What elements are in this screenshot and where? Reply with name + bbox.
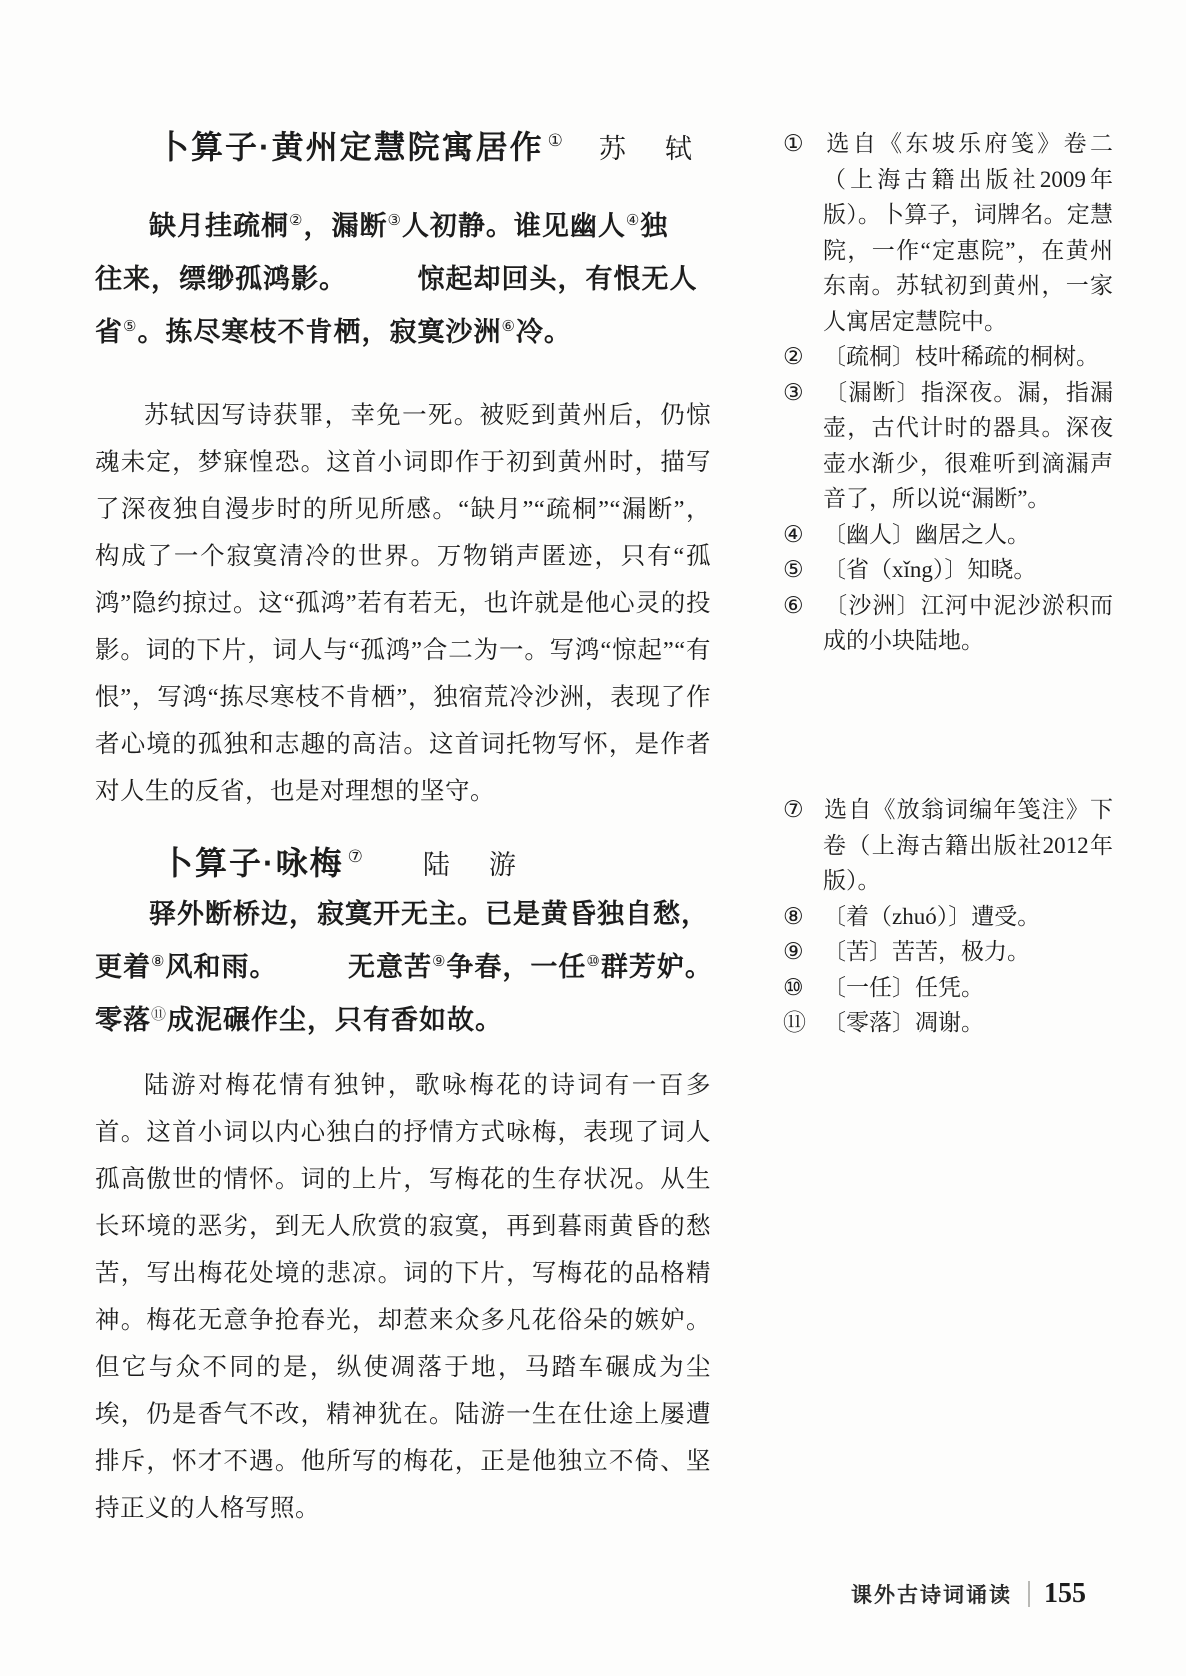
footer-section-title: 课外古诗词诵读 — [851, 1584, 1012, 1607]
footnote-ref-icon: ⑤ — [123, 318, 138, 335]
footer-divider — [1028, 1581, 1030, 1607]
poem2-title — [95, 838, 365, 884]
poem2-commentary: 陆游对梅花情有独钟，歌咏梅花的诗词有一百多首。这首小词以内心独白的抒情方式咏梅，表现了词人孤高傲世的情怀。词的上片，写梅花的生存状况。从生长环境的恶劣，到无人欣赏的寂寞，再到暮雨黄昏的愁苦，写出梅花处境的悲凉。词的下片，写梅花的品格精神。梅花无意争抢春光，却惹来众多凡花俗朵的嫉妒。但它与众不同的是，纵使凋落于地，马踏车碾成为尘埃，仍是香气不改，精神犹在。陆游一生在仕途上屡遭排斥，怀才不遇。他所写的梅花，正是他独立不倚、坚持正义的人格写照。 — [95, 1072, 711, 1522]
footnote-text: 〔着（zhuó）〕遭受。 — [823, 903, 1041, 929]
page-number: 155 — [1044, 1578, 1086, 1609]
footnote-number: ① — [783, 131, 804, 156]
footnote-number: ⑦ — [783, 797, 804, 822]
footnote — [783, 126, 1113, 339]
footnote-ref-icon: ④ — [625, 212, 641, 229]
footnote-text: 〔幽人〕幽居之人。 — [823, 521, 1030, 547]
poem-line: 往来，缥缈孤鸿影。 惊起却回头，有恨无人 — [95, 264, 698, 294]
poem-line: 更着⑧风和雨。 无意苦⑨争春，一任⑩群芳妒。 — [95, 952, 713, 982]
footnote — [783, 339, 1113, 375]
poem1-author: 苏 轼 — [598, 134, 698, 164]
footnote-text: 〔疏桐〕枝叶稀疏的桐树。 — [823, 344, 1099, 369]
footnote-ref-icon: ② — [289, 212, 304, 229]
footnote-text: 选自《放翁词编年笺注》下卷（上海古籍出版社2012年版）。 — [823, 797, 1113, 893]
footnote — [783, 375, 1113, 517]
footnote-number: ⑩ — [783, 974, 804, 1000]
footnote-text: 〔一任〕任凭。 — [823, 974, 984, 1000]
poem1-commentary: 苏轼因写诗获罪，幸免一死。被贬到黄州后，仍惊魂未定，梦寐惶恐。这首小词即作于初到黄州时，描写了深夜独自漫步时的所见所感。“缺月”“疏桐”“漏断”，构成了一个寂寞清冷的世界。万物销声匿迹，只有“孤鸿”隐约掠过。这“孤鸿”若有若无，也许就是他心灵的投影。词的下片，词人与“孤鸿”合二为一。写鸿“惊起”“有恨”，写鸿“拣尽寒枝不肯栖”，独宿荒冷沙洲，表现了作者心境的孤独和志趣的高洁。这首词托物写怀，是作者对人生的反省，也是对理想的坚守。 — [95, 402, 711, 805]
footnote-number: ⑧ — [783, 903, 804, 929]
poem1-footnote-ref-icon: ① — [547, 131, 565, 151]
footnote — [783, 792, 1113, 899]
footnote-text: 〔苦〕苦苦，极力。 — [823, 939, 1030, 964]
footnote-ref-icon: ③ — [387, 212, 402, 229]
footnotes-poem2 — [783, 792, 1113, 1041]
poem2-title-text: 卜算子·咏梅 — [161, 845, 344, 881]
footnote-text: 〔零落〕凋谢。 — [823, 1010, 984, 1035]
poem-line: 省⑤。拣尽寒枝不肯栖，寂寞沙洲⑥冷。 — [95, 317, 572, 347]
footnote — [783, 934, 1113, 970]
footnote — [783, 899, 1113, 935]
footnote-number: ⑥ — [783, 592, 804, 618]
footnote — [783, 552, 1113, 588]
footnote — [783, 970, 1113, 1006]
poem-line: 驿外断桥边，寂寞开无主。已是黄昏独自愁， — [149, 899, 709, 929]
page-footer — [851, 1578, 1086, 1610]
footnote-ref-icon: ⑧ — [151, 953, 166, 970]
poem1-header — [95, 122, 715, 168]
footnote — [783, 1005, 1113, 1041]
footnote-text: 〔省（xǐng）〕知晓。 — [823, 557, 1037, 582]
footnote-ref-icon: ⑩ — [586, 953, 601, 970]
footnote-number: ③ — [783, 379, 804, 405]
poem2-header — [95, 838, 715, 884]
footnote-number: ④ — [783, 521, 804, 547]
footnote-text: 〔沙洲〕江河中泥沙淤积而成的小块陆地。 — [823, 592, 1113, 653]
poem2-body — [95, 888, 715, 1047]
footnote-text: 选自《东坡乐府笺》卷二（上海古籍出版社2009年版）。卜算子，词牌名。定慧院，一作“定惠院”，在黄州东南。苏轼初到黄州，一家人寓居定慧院中。 — [823, 131, 1113, 334]
footnote-number: ⑤ — [783, 557, 804, 582]
footnote-ref-icon: ⑥ — [501, 318, 516, 335]
footnote-text: 〔漏断〕指深夜。漏，指漏壶，古代计时的器具。深夜壶水渐少，很难听到滴漏声音了，所以说“漏断”。 — [823, 379, 1113, 511]
poem1-title-text: 卜算子·黄州定慧院寓居作 — [157, 129, 544, 165]
poem2-author: 陆 游 — [422, 850, 522, 880]
footnote-ref-icon: ⑪ — [151, 1006, 168, 1023]
footnote-number: ⑪ — [783, 1010, 806, 1035]
footnote-number: ② — [783, 344, 804, 369]
poem1-body — [95, 200, 715, 359]
footnote-number: ⑨ — [783, 939, 804, 964]
footnote-ref-icon: ⑨ — [431, 953, 447, 970]
poem-line: 零落⑪成泥碾作尘，只有香如故。 — [95, 1005, 504, 1035]
poem2-footnote-ref-icon: ⑦ — [347, 847, 365, 867]
footnotes-poem1 — [783, 126, 1113, 659]
footnote — [783, 588, 1113, 659]
poem-line: 缺月挂疏桐②，漏断③人初静。谁见幽人④独 — [149, 211, 669, 241]
footnote — [783, 517, 1113, 553]
poem1-title — [95, 122, 565, 168]
